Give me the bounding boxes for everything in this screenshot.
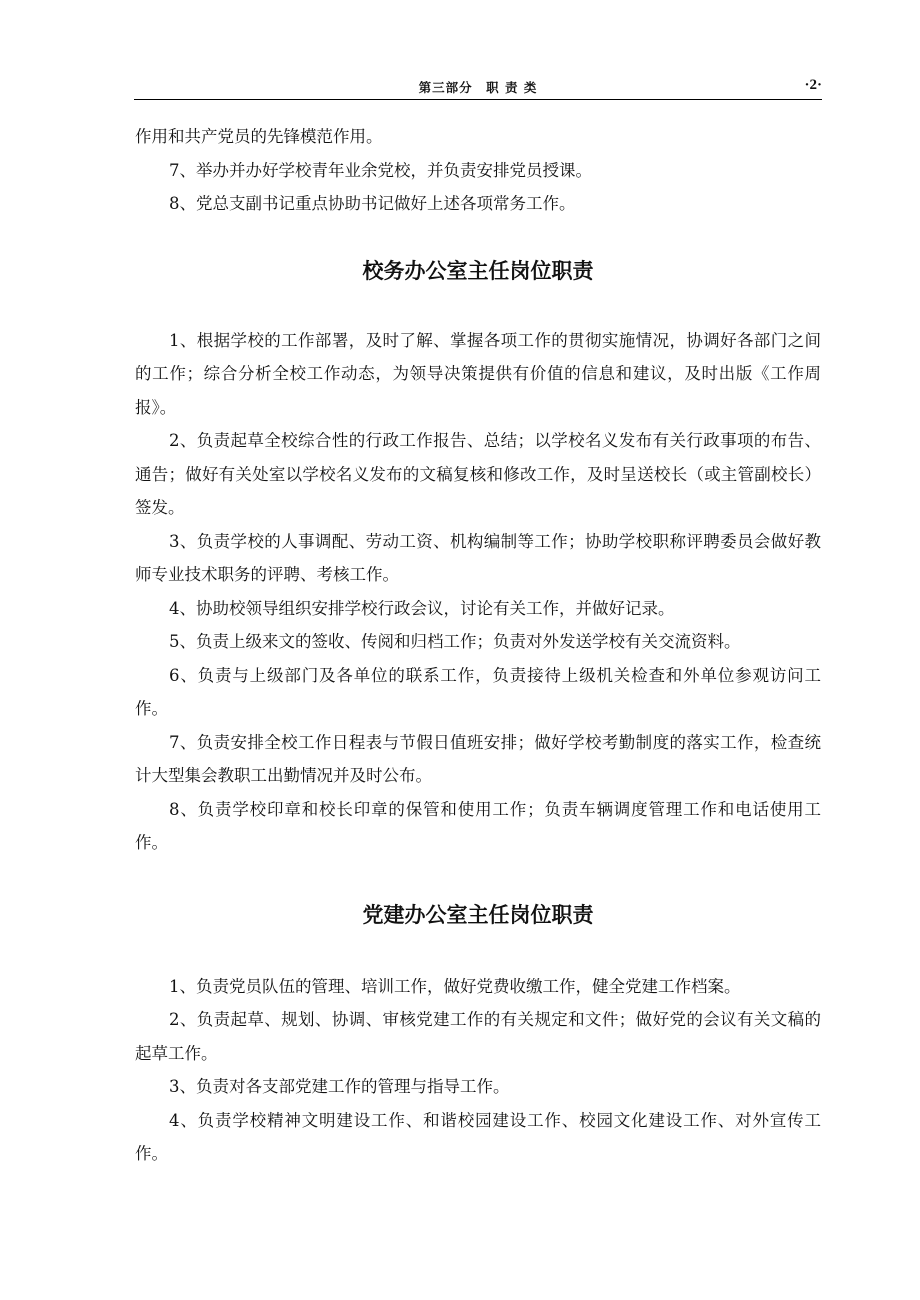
body-paragraph: 4、负责学校精神文明建设工作、和谐校园建设工作、校园文化建设工作、对外宣传工作。 [135,1110,821,1163]
page-header [134,74,822,100]
body-paragraph: 1、根据学校的工作部署，及时了解、掌握各项工作的贯彻实施情况，协调好各部门之间的工作；综合分析全校工作动态，为领导决策提供有价值的信息和建议，及时出版《工作周报》。 [135,330,821,417]
body-paragraph: 7、举办并办好学校青年业余党校，并负责安排党员授课。 [169,160,592,180]
body-paragraph: 1、负责党员队伍的管理、培训工作，做好党费收缴工作，健全党建工作档案。 [169,976,741,996]
body-paragraph: 作用和共产党员的先锋模范作用。 [135,127,383,146]
section-title: 校务办公室主任岗位职责 [362,258,594,283]
section-title: 党建办公室主任岗位职责 [362,902,594,927]
body-paragraph: 4、协助校领导组织安排学校行政会议，讨论有关工作，并做好记录。 [169,598,675,618]
header-rule [134,99,822,100]
header-title: 第三部分 职 责 类 [418,80,538,95]
body-paragraph: 5、负责上级来文的签收、传阅和归档工作；负责对外发送学校有关交流资料。 [169,632,741,651]
document-body [135,120,821,1171]
body-paragraph: 2、负责起草全校综合性的行政工作报告、总结；以学校名义发布有关行政事项的布告、通告；做好有关处室以学校名义发布的文稿复核和修改工作，及时呈送校长（或主管副校长）签发。 [135,431,821,517]
body-paragraph: 2、负责起草、规划、协调、审核党建工作的有关规定和文件；做好党的会议有关文稿的起草工作。 [135,1010,821,1063]
body-paragraph: 3、负责对各支部党建工作的管理与指导工作。 [169,1077,510,1096]
body-paragraph: 8、党总支副书记重点协助书记做好上述各项常务工作。 [169,194,576,213]
page-number: ·2· [804,77,822,93]
body-paragraph: 3、负责学校的人事调配、劳动工资、机构编制等工作；协助学校职称评聘委员会做好教师专业技术职务的评聘、考核工作。 [135,531,821,584]
body-paragraph: 8、负责学校印章和校长印章的保管和使用工作；负责车辆调度管理工作和电话使用工作。 [135,799,821,852]
body-paragraph: 6、负责与上级部门及各单位的联系工作，负责接待上级机关检查和外单位参观访问工作。 [135,665,821,718]
body-paragraph: 7、负责安排全校工作日程表与节假日值班安排；做好学校考勤制度的落实工作，检查统计大型集会教职工出勤情况并及时公布。 [135,732,821,785]
